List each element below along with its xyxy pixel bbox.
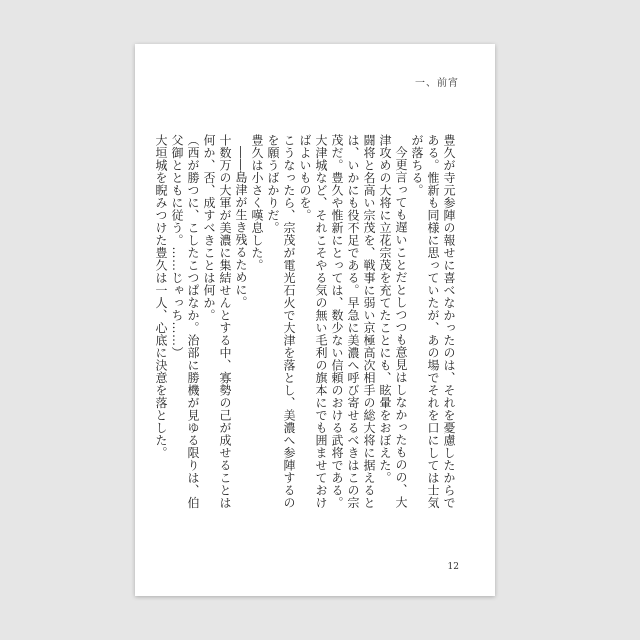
paragraph-6: ――島津が生き残るために。 bbox=[234, 146, 248, 309]
paragraph-8: （西が勝つに、こしたこつぱなか。治部に勝機が見ゆる限りは、伯父御とともに従う。……じゃっち……） bbox=[170, 134, 200, 509]
paragraph-7: 十数万の大軍が美濃に集結せんとする中、寡勢の己が成せることは何か、否、成すべきことは何か。 bbox=[202, 134, 232, 509]
paragraph-9: 大垣城を睨みつけた豊久は一人、心底に決意を落とした。 bbox=[154, 134, 168, 459]
paragraph-5: 豊久は小さく嘆息した。 bbox=[250, 134, 264, 272]
running-head: 一、前宵 bbox=[415, 78, 459, 89]
page-number: 12 bbox=[447, 562, 459, 572]
paragraph-4: こうなったら、宗茂が電光石火で大津を落とし、美濃へ参陣するのを願うばかりだ。 bbox=[266, 134, 296, 509]
book-page bbox=[135, 44, 495, 596]
paragraph-3: 闘将と名高い宗茂を、戦事に弱い京極高次相手の総大将に据えるとは、いかにも役不足である。早急に美濃へ呼び寄せるべきはこの宗茂だ。豊久や惟新にとっては、数少ない信頼のおける武将である。大津城など、それこそやる気の無い毛利の旗本にでも囲ませておけばよいものを。 bbox=[298, 134, 376, 509]
paragraph-1: 豊久が寺元参陣の報せに喜べなかったのは、それを憂慮したからである。惟新も同様に思っていたが、あの場でそれを口にしては士気が落ちる。 bbox=[410, 134, 456, 509]
body-text bbox=[153, 134, 457, 514]
paragraph-2: 今更言っても遅いことだとしつつも意見はしなかったものの、大津攻めの大将に立花宗茂を充てたことにも、眩暈をおぼえた。 bbox=[378, 134, 408, 509]
